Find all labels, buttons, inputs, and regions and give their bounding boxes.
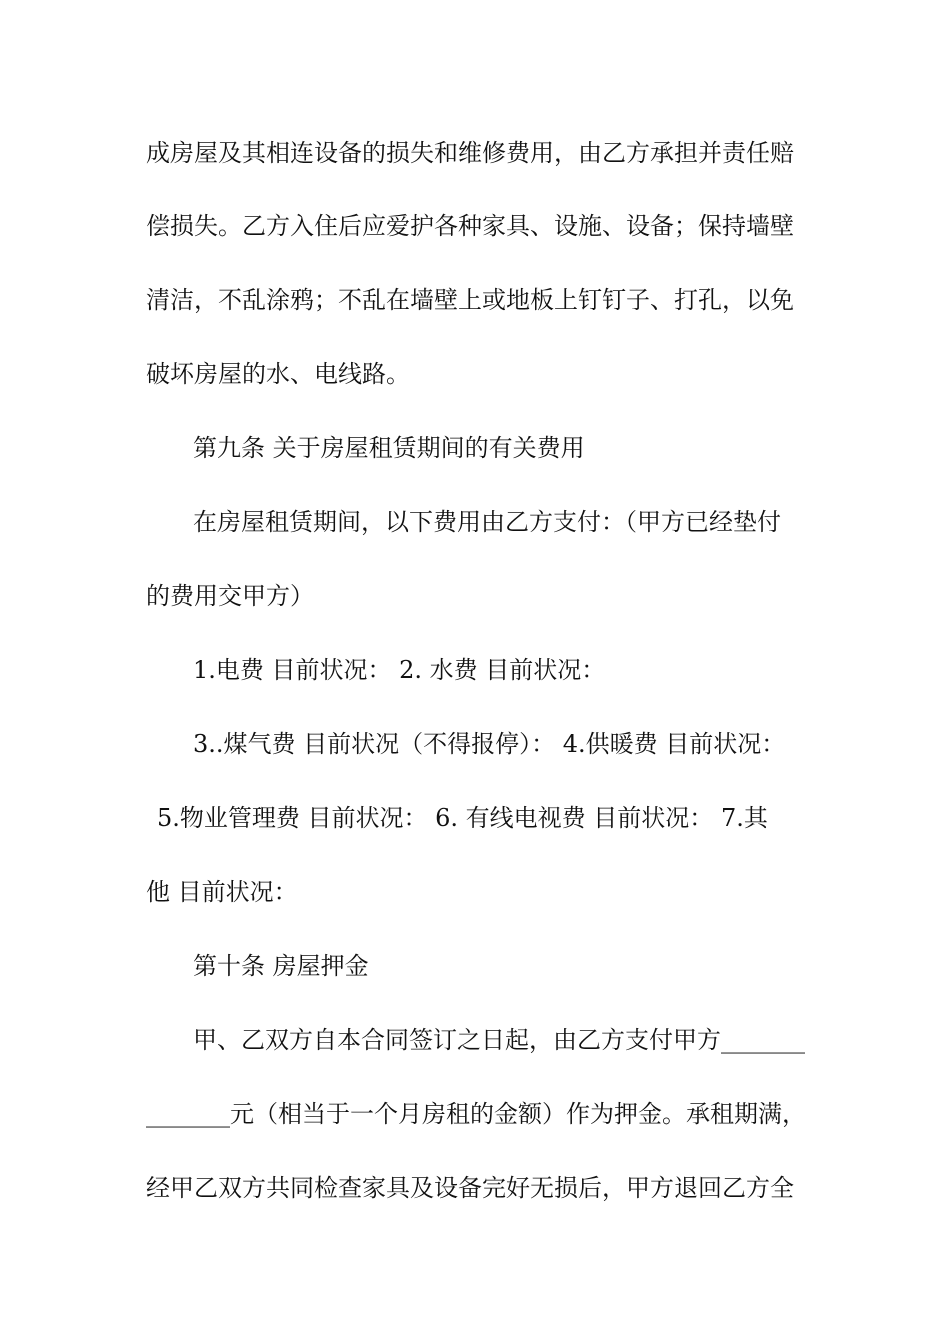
paragraph-line: 成房屋及其相连设备的损失和维修费用，由乙方承担并责任赔 bbox=[146, 139, 794, 167]
paragraph-line: 在房屋租赁期间，以下费用由乙方支付：（甲方已经垫付 bbox=[193, 508, 781, 536]
paragraph-line: 的费用交甲方） bbox=[146, 582, 314, 610]
fee-item-line: 1.电费 目前状况： 2. 水费 目前状况： bbox=[193, 656, 606, 684]
fee-item-line: 他 目前状况： bbox=[146, 878, 298, 906]
paragraph-line: 破坏房屋的水、电线路。 bbox=[146, 360, 410, 388]
paragraph-line: 清洁，不乱涂鸦；不乱在墙壁上或地板上钉钉子、打孔，以免 bbox=[146, 286, 794, 314]
paragraph-line: 经甲乙双方共同检查家具及设备完好无损后，甲方退回乙方全 bbox=[146, 1174, 794, 1202]
paragraph-line: 甲、乙双方自本合同签订之日起，由乙方支付甲方_______ bbox=[193, 1026, 805, 1054]
paragraph-line: _______元（相当于一个月房租的金额）作为押金。承租期满， bbox=[146, 1100, 806, 1128]
paragraph-line: 偿损失。乙方入住后应爱护各种家具、设施、设备；保持墙壁 bbox=[146, 212, 794, 240]
section-heading-9: 第九条 关于房屋租赁期间的有关费用 bbox=[193, 434, 585, 462]
fee-item-line: 5.物业管理费 目前状况： 6. 有线电视费 目前状况： 7.其 bbox=[157, 804, 768, 832]
section-heading-10: 第十条 房屋押金 bbox=[193, 952, 369, 980]
fee-item-line: 3..煤气费 目前状况（不得报停）： 4.供暖费 目前状况： bbox=[193, 730, 786, 758]
